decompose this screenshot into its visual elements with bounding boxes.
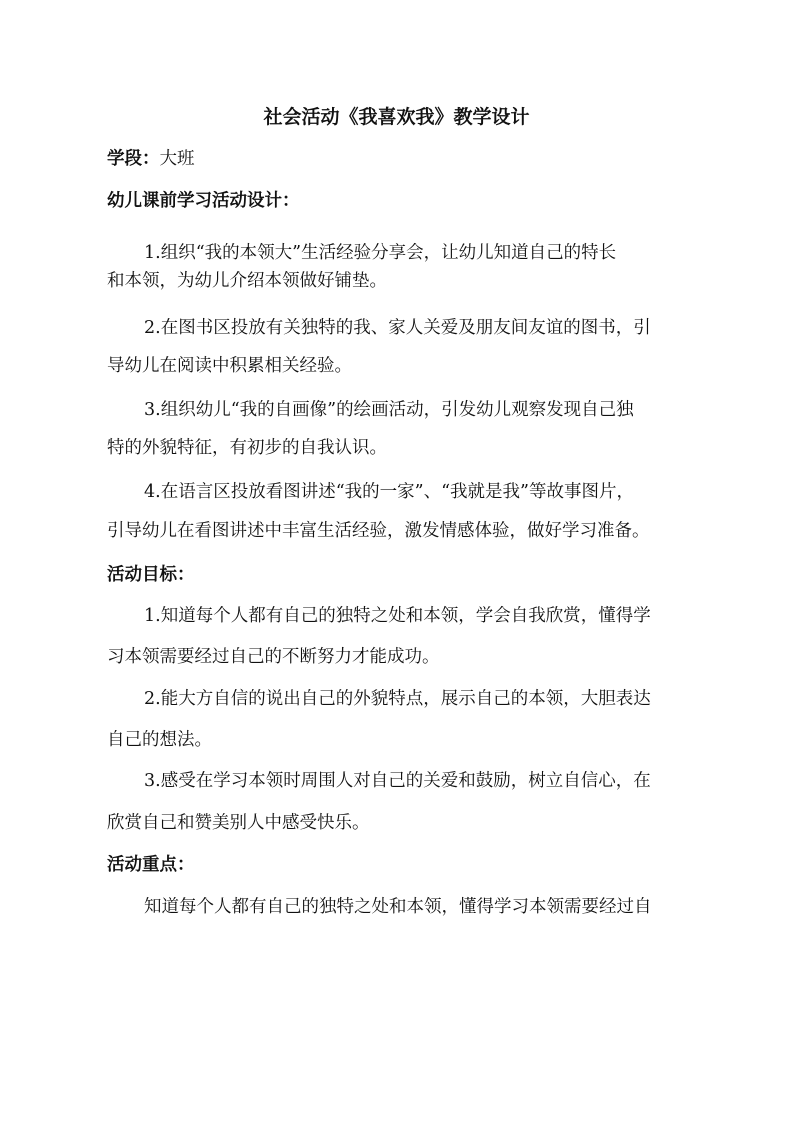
stage-value: 大班 bbox=[159, 149, 195, 169]
stage-line bbox=[107, 146, 195, 172]
paragraph-line: 4.在语言区投放看图讲述“我的一家”、“我就是我”等故事图片， bbox=[144, 482, 634, 502]
paragraph-line: 知道每个人都有自己的独特之处和本领，懂得学习本领需要经过自 bbox=[144, 897, 652, 917]
paragraph-line: 欣赏自己和赞美别人中感受快乐。 bbox=[107, 813, 370, 833]
document-title: 社会活动《我喜欢我》教学设计 bbox=[263, 106, 530, 128]
section-heading-objectives: 活动目标： bbox=[107, 565, 195, 585]
paragraph-line: 1.知道每个人都有自己的独特之处和本领，学会自我欣赏，懂得学 bbox=[144, 606, 651, 626]
paragraph-line: 2.能大方自信的说出自己的外貌特点，展示自己的本领，大胆表达 bbox=[144, 689, 651, 709]
paragraph-line: 和本领，为幼儿介绍本领做好铺垫。 bbox=[107, 271, 387, 291]
paragraph-line: 引导幼儿在看图讲述中丰富生活经验，激发情感体验，做好学习准备。 bbox=[107, 521, 650, 541]
paragraph-line: 2.在图书区投放有关独特的我、家人关爱及朋友间友谊的图书，引 bbox=[144, 318, 651, 338]
paragraph-line: 1.组织“我的本领大”生活经验分享会，让幼儿知道自己的特长 bbox=[144, 243, 617, 263]
section-heading-pre-class-activities: 幼儿课前学习活动设计： bbox=[107, 191, 300, 211]
section-heading-key-points: 活动重点： bbox=[107, 855, 195, 875]
paragraph-line: 导幼儿在阅读中积累相关经验。 bbox=[107, 356, 352, 376]
paragraph-line: 3.感受在学习本领时周围人对自己的关爱和鼓励，树立自信心，在 bbox=[144, 771, 651, 791]
paragraph-line: 特的外貌特征，有初步的自我认识。 bbox=[107, 438, 387, 458]
stage-label: 学段： bbox=[107, 149, 160, 169]
paragraph-line: 自己的想法。 bbox=[107, 730, 212, 750]
paragraph-line: 习本领需要经过自己的不断努力才能成功。 bbox=[107, 647, 440, 667]
paragraph-line: 3.组织幼儿“我的自画像”的绘画活动，引发幼儿观察发现自己独 bbox=[144, 400, 634, 420]
